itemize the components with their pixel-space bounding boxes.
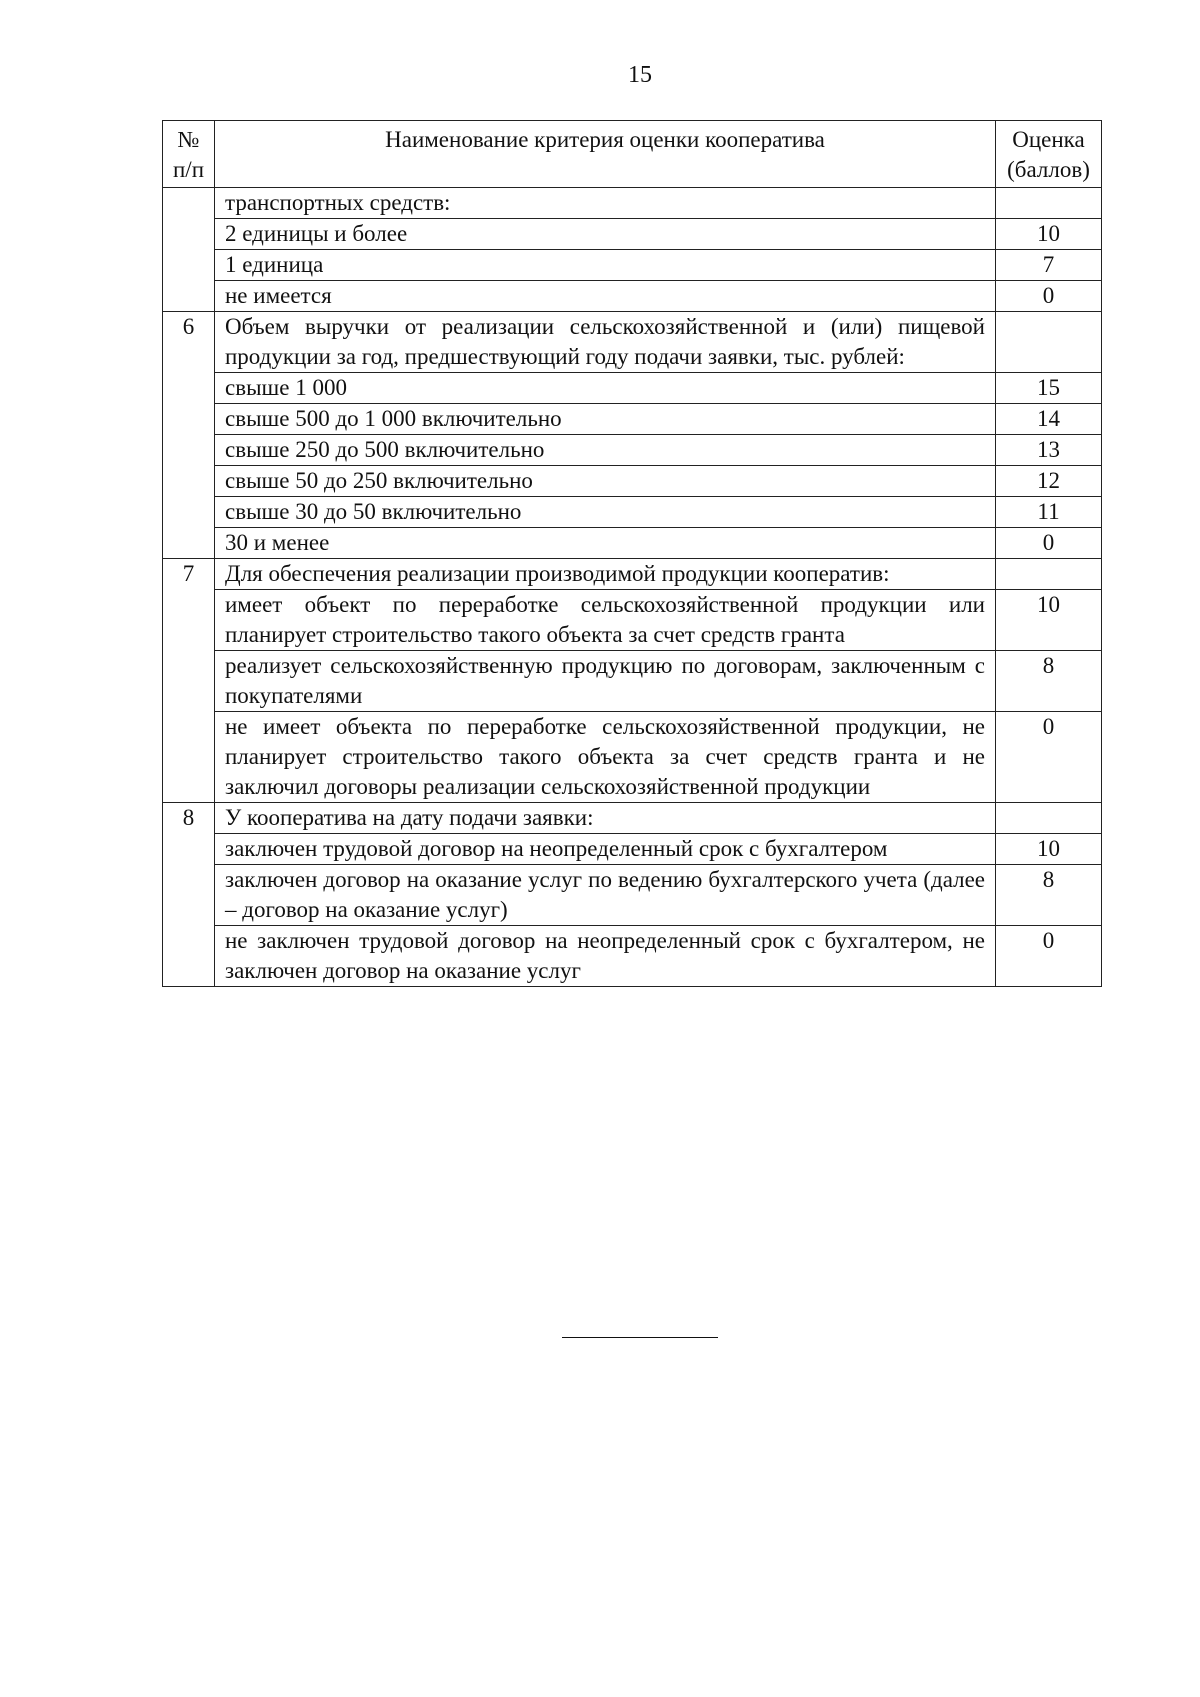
criterion-option-text: 2 единицы и более <box>215 219 996 250</box>
criterion-title: У кооператива на дату подачи заявки: <box>215 803 996 834</box>
criterion-option-text: свыше 500 до 1 000 включительно <box>215 404 996 435</box>
criterion-option-text: не имеется <box>215 281 996 312</box>
criterion-number: 8 <box>163 803 215 987</box>
criterion-option-score: 10 <box>996 590 1102 651</box>
criterion-option-text: не имеет объекта по переработке сельскохозяйственной продукции, не планирует строительство такого объекта за счет средств гранта и не заключил договоры реализации сельскохозяйственной продукции <box>215 712 996 803</box>
criterion-option-text: заключен договор на оказание услуг по ведению бухгалтерского учета (далее – договор на оказание услуг) <box>215 865 996 926</box>
criterion-title-row <box>163 188 1102 219</box>
criterion-option-score: 10 <box>996 219 1102 250</box>
header-row <box>163 121 1102 188</box>
criterion-title-row <box>163 312 1102 373</box>
criterion-option-score: 0 <box>996 712 1102 803</box>
criterion-option-text: не заключен трудовой договор на неопределенный срок с бухгалтером, не заключен договор на оказание услуг <box>215 926 996 987</box>
criterion-option-row <box>163 834 1102 865</box>
criterion-option-score: 15 <box>996 373 1102 404</box>
criterion-option-text: заключен трудовой договор на неопределенный срок с бухгалтером <box>215 834 996 865</box>
criterion-option-score: 0 <box>996 528 1102 559</box>
criterion-title-score-empty <box>996 803 1102 834</box>
criterion-option-row <box>163 712 1102 803</box>
criterion-number <box>163 188 215 312</box>
criteria-table <box>162 120 1102 987</box>
criterion-option-row <box>163 435 1102 466</box>
header-number: № п/п <box>163 121 215 188</box>
criterion-option-row <box>163 219 1102 250</box>
criterion-option-score: 0 <box>996 926 1102 987</box>
criterion-option-text: имеет объект по переработке сельскохозяйственной продукции или планирует строительство такого объекта за счет средств гранта <box>215 590 996 651</box>
criterion-option-text: свыше 50 до 250 включительно <box>215 466 996 497</box>
criterion-title-row <box>163 559 1102 590</box>
criterion-title: Для обеспечения реализации производимой продукции кооператив: <box>215 559 996 590</box>
criterion-option-score: 12 <box>996 466 1102 497</box>
criterion-option-score: 13 <box>996 435 1102 466</box>
criterion-option-row <box>163 404 1102 435</box>
criterion-title: Объем выручки от реализации сельскохозяйственной и (или) пищевой продукции за год, предшествующий году подачи заявки, тыс. рублей: <box>215 312 996 373</box>
criterion-number: 6 <box>163 312 215 559</box>
criterion-option-text: реализует сельскохозяйственную продукцию по договорам, заключенным с покупателями <box>215 651 996 712</box>
criterion-title-score-empty <box>996 559 1102 590</box>
criterion-option-score: 10 <box>996 834 1102 865</box>
criterion-option-text: 30 и менее <box>215 528 996 559</box>
criterion-title-score-empty <box>996 312 1102 373</box>
criterion-option-text: 1 единица <box>215 250 996 281</box>
criterion-option-score: 8 <box>996 865 1102 926</box>
end-of-document-rule <box>562 1337 718 1338</box>
criterion-option-row <box>163 651 1102 712</box>
criterion-option-row <box>163 281 1102 312</box>
page-number: 15 <box>628 62 652 88</box>
criterion-option-row <box>163 250 1102 281</box>
criterion-title: транспортных средств: <box>215 188 996 219</box>
criterion-option-score: 7 <box>996 250 1102 281</box>
criterion-option-score: 8 <box>996 651 1102 712</box>
criterion-option-score: 11 <box>996 497 1102 528</box>
criterion-option-row <box>163 497 1102 528</box>
criterion-option-text: свыше 1 000 <box>215 373 996 404</box>
criterion-option-row <box>163 926 1102 987</box>
criterion-title-row <box>163 803 1102 834</box>
header-criterion-name: Наименование критерия оценки кооператива <box>215 121 996 188</box>
criterion-option-score: 0 <box>996 281 1102 312</box>
criterion-option-text: свыше 250 до 500 включительно <box>215 435 996 466</box>
criterion-title-score-empty <box>996 188 1102 219</box>
criterion-option-row <box>163 466 1102 497</box>
criterion-option-score: 14 <box>996 404 1102 435</box>
table-body <box>163 188 1102 987</box>
criterion-option-row <box>163 528 1102 559</box>
criterion-option-text: свыше 30 до 50 включительно <box>215 497 996 528</box>
criterion-option-row <box>163 590 1102 651</box>
criterion-option-row <box>163 865 1102 926</box>
criterion-number: 7 <box>163 559 215 803</box>
header-score: Оценка (баллов) <box>996 121 1102 188</box>
criterion-option-row <box>163 373 1102 404</box>
table-header <box>163 121 1102 188</box>
